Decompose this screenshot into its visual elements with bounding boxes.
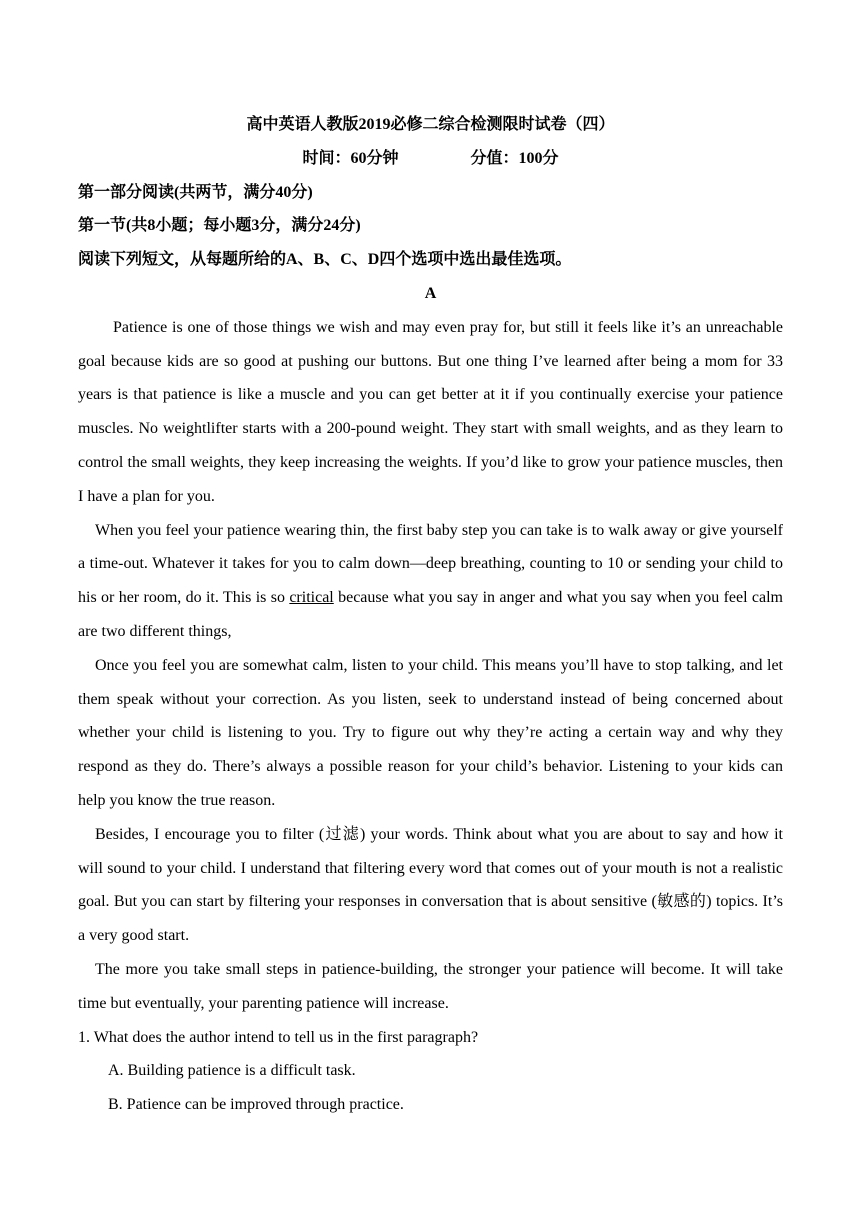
paragraph-5: The more you take small steps in patience-building, the stronger your patience will become. It will take time but eventually, your parenting patience will increase. bbox=[78, 960, 783, 1012]
part-heading: 第一部分阅读(共两节，满分40分) bbox=[78, 183, 313, 201]
directions: 阅读下列短文，从每题所给的A、B、C、D四个选项中选出最佳选项。 bbox=[78, 251, 572, 269]
passage-label: A bbox=[424, 284, 437, 302]
paragraph-2-end: because what you say in anger and what you say when you feel calm are two different things, bbox=[78, 589, 783, 640]
total-score: 分值：100分 bbox=[470, 149, 559, 167]
underlined-word: critical bbox=[289, 589, 334, 607]
question-option: B. Patience can be improved through practice. bbox=[108, 1096, 404, 1114]
paragraph-4: Besides, I encourage you to filter (过滤) your words. Think about what you are about to say and how it will sound to your child. I understand that filtering every word that comes out of your mouth is not a realistic goal. But you can start by filtering your responses in conversation that is about sensitive (敏感的) topics. It’s a very good start. bbox=[78, 825, 783, 945]
paragraph-3: Once you feel you are somewhat calm, listen to your child. This means you’ll have to stop talking, and let them speak without your correction. As you listen, seek to understand instead of being concerned about whether your child is listening to you. Try to figure out why they’re acting a certain way and why they respond as they do. There’s always a possible reason for your child’s behavior. Listening to your kids can help you know the true reason. bbox=[78, 656, 783, 809]
question-option: A. Building patience is a difficult task. bbox=[108, 1062, 356, 1080]
paragraph-2 bbox=[78, 514, 783, 649]
exam-title: 高中英语人教版2019必修二综合检测限时试卷（四） bbox=[246, 116, 615, 133]
exam-page bbox=[78, 108, 783, 1122]
paragraph-2-start: When you feel your patience wearing thin, the first baby step you can take is to walk away or give yourself a time-out. Whatever it takes for you to calm down—deep breathing, counting to 10 or sending your child to his or her room, do it. This is so bbox=[78, 521, 783, 607]
section-heading: 第一节(共8小题；每小题3分，满分24分) bbox=[78, 217, 361, 235]
exam-meta bbox=[78, 142, 783, 176]
time-limit: 时间：60分钟 bbox=[302, 149, 399, 167]
paragraph-1: Patience is one of those things we wish and may even pray for, but still it feels like it’s an unreachable goal because kids are so good at pushing our buttons. But one thing I’ve learned after being a mom for 33 years is that patience is like a muscle and you can get better at it if you continually exercise your patience muscles. No weightlifter starts with a 200-pound weight. They start with small weights, and as they learn to control the small weights, they keep increasing the weights. If you’d like to grow your patience muscles, then I have a plan for you. bbox=[78, 318, 783, 505]
question-stem: 1. What does the author intend to tell us in the first paragraph? bbox=[78, 1028, 479, 1046]
